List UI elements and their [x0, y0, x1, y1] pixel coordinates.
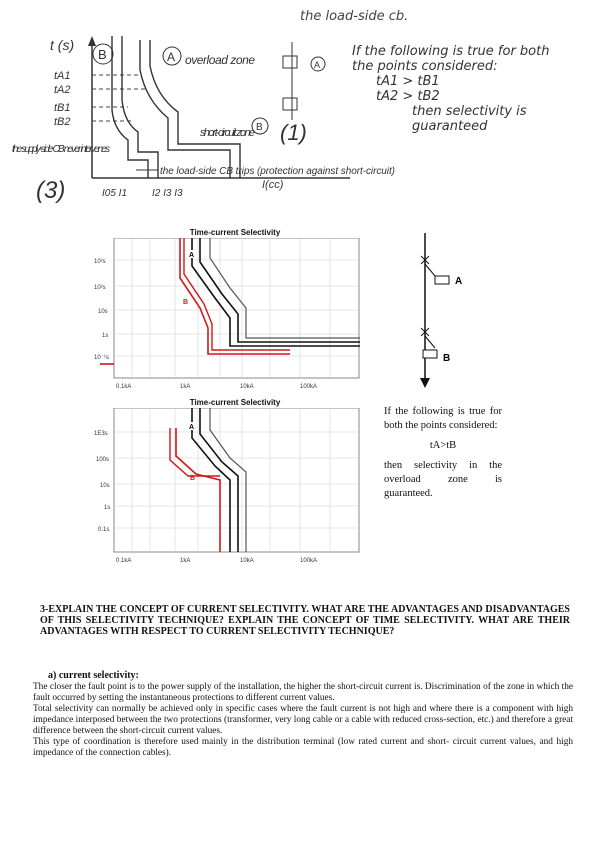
chart2-xtick-0: 0.1kA — [116, 558, 132, 564]
answer-subhead: a) current selectivity: — [48, 670, 139, 681]
chart1-ytick-1: 10²s — [94, 285, 106, 291]
sketch-circle-a: A — [167, 50, 176, 64]
answer-paragraph-1: The closer the fault point is to the power supply of the installation, the higher the short-circuit current is. Discrimination of the zone in which the fault occurred by setting the instantaneous protections to different current values. — [33, 682, 573, 703]
chart1-ytick-3: 1s — [102, 333, 109, 339]
breaker-a-label: A — [314, 60, 321, 70]
answer-body — [33, 682, 573, 759]
chart2-ytick-4: 0.1s — [98, 527, 110, 533]
answer-paragraph-2: Total selectivity can normally be achieved only in specific cases where the fault current is not high and where there is a component with high impedance interposed between the two protections (transformer, very long cable or a cable with reduced cross-section, etc.) and therefore a great difference between the short-circuit current values. — [33, 704, 573, 736]
mark-tb1: tB1 — [54, 102, 71, 114]
overload-label: overload zone — [185, 53, 255, 67]
diagram-label-b: B — [443, 353, 451, 364]
chart2-ytick-2: 10s — [100, 483, 110, 489]
label-1: (1) — [280, 120, 307, 145]
breaker-b-label: B — [256, 122, 263, 133]
chart1-label-a: A — [189, 252, 195, 259]
single-line-diagram — [395, 228, 485, 393]
diagram-label-a: A — [455, 276, 463, 287]
answer-paragraph-3: This type of coordination is therefore used mainly in the distribution terminal (low rated current and short- circuit current values, and high impedance of the connection cables). — [33, 737, 573, 758]
chart1-ytick-4: 10⁻¹s — [94, 355, 109, 361]
chart1-xtick-2: 10kA — [240, 384, 254, 390]
chart2-xtick-2: 10kA — [240, 558, 254, 564]
chart1-xtick-1: 1kA — [180, 384, 191, 390]
chart1-label-b: B — [183, 299, 189, 306]
x-mark-2: I2 I3 I3 — [152, 188, 183, 199]
chart2-ytick-0: 1E3s — [94, 431, 108, 437]
chart2-xtick-3: 100kA — [300, 558, 318, 564]
chart2-xtick-1: 1kA — [180, 558, 191, 564]
sketch-circle-b: B — [98, 47, 107, 62]
load-side-note: the load-side CB trips (protection against short-circuit) — [160, 166, 395, 177]
note-line1: If the following is true for both the points considered: — [352, 44, 550, 74]
sketch-axis-label: t (s) — [50, 37, 75, 53]
mark-ta1: tA1 — [54, 70, 71, 82]
note-result: then selectivity is guaranteed — [412, 104, 527, 134]
mark-tb2: tB2 — [54, 116, 71, 128]
side-explanation — [384, 405, 502, 507]
chart1-title: Time-current Selectivity — [189, 228, 281, 237]
question-heading: 3-EXPLAIN THE CONCEPT OF CURRENT SELECTIVITY. WHAT ARE THE ADVANTAGES AND DISADVANTAGES OF THIS SELECTIVITY TECHNIQUE? EXPLAIN THE CONCEPT OF TIME SELECTIVITY. WHAT ARE THEIR ADVANTAGES WITH RESPECT TO CURRENT SELECTIVITY TECHNIQUE? — [40, 604, 570, 637]
side-text-p1: If the following is true for both the points considered: — [384, 406, 502, 431]
chart2 — [80, 408, 370, 568]
x-mark-1: I05 I1 — [102, 188, 128, 199]
mark-ta2: tA2 — [54, 84, 71, 96]
chart1-xtick-3: 100kA — [300, 384, 318, 390]
supply-side-note: the supply-side CB never intervenes — [12, 144, 111, 155]
side-text-condition: tA>tB — [429, 440, 457, 451]
chart2-label-b: B — [190, 475, 196, 482]
side-text-p2: then selectivity in the overload zone is guaranteed. — [384, 460, 502, 499]
chart1-ytick-0: 10²s — [94, 259, 106, 265]
chart1-xtick-0: 0.1kA — [116, 384, 132, 390]
label-3: (3) — [36, 177, 66, 204]
top-fragment: the load-side cb. — [300, 9, 409, 24]
chart2-ytick-1: 100s — [96, 457, 110, 463]
chart2-ytick-3: 1s — [104, 505, 111, 511]
handwritten-note — [352, 44, 552, 134]
chart2-title: Time-current Selectivity — [189, 398, 281, 407]
chart1-ytick-2: 10s — [98, 309, 108, 315]
note-cond1: tA1 > tB1 — [376, 74, 440, 89]
chart2-label-a: A — [189, 424, 195, 431]
chart1 — [80, 238, 370, 393]
short-circuit-label: short-circuit zone — [200, 127, 255, 139]
icc-label: I(cc) — [262, 179, 284, 191]
note-cond2: tA2 > tB2 — [376, 89, 440, 104]
